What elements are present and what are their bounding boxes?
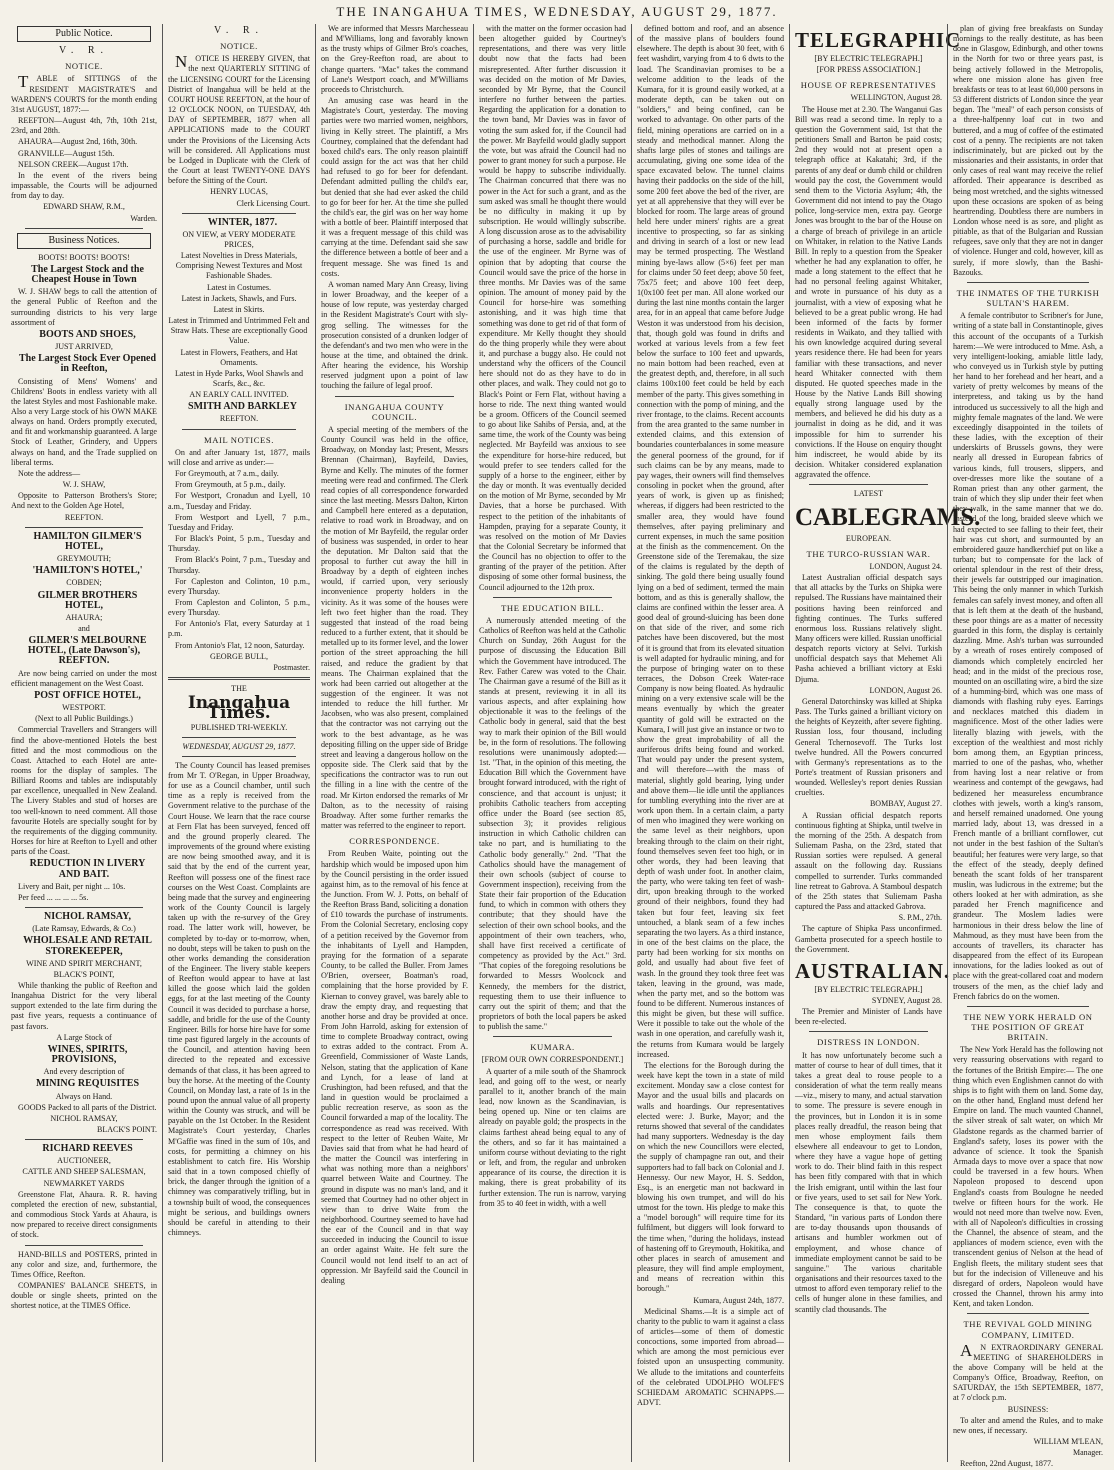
harem-header: THE INMATES OF THE TURKISH SULTAN'S HAREM. — [956, 287, 1100, 309]
divider — [25, 907, 143, 908]
correspondence-text: From Reuben Waite, pointing out the hardship which would be imposed upon him by the Council persisting in the order issued against him, as to the removal of his fence at the Junction. From W. J. Potts, on behalf of the Reefton Brass Band, soliciting a donation of £10 towards the purchase of instruments. From the Colonial Secretary, enclosing copy of a petition received by the Governor from the inhabitants of Lyell and Hampden, praying for the formation of a separate County, to be called the Buller. From James O'Brien, overseer, Boatman's road, complaining that the horse provided by F. Kiernan to convey gravel, was barely able to draw the empty dray, and requesting that another horse and dray be provided at once. From John Harrold, asking for extension of time to complete Broadway contract, owing to extras added to the contract. From A. Greenfield, Commissioner of Waste Lands, Nelson, stating that the application of Kane and Lynch, for a lease of land at Crushington, had been refused, and that the land in question would be proclaimed a public recreation reserve, as soon as the Council forwarded a map of the locality. The correspondence as read was received. With respect to the letter of Reuben Waite, Mr Davies said that from what he had heard of the matter the Council was interfering in what was nothing more than a neighbors' quarrel between Waite and Courtney. The ground in dispute was no man's land, and it seemed that Courtney had no other object in view than to drive Waite from the neighborhood. Courtney seemed to have had the ear of the Council and in that way succeeded in inducing the Council to issue an order against Waite. He felt sure the Council would not lend itself to an act of oppression. Mr Bayfeild said the Council in dealing — [321, 849, 468, 1285]
kumara-continued: defined bottom and roof, and an absence of the massive plans of boulders found elsewhere. The depth is about 30 feet, with 6 feet washdirt, varying from 4 to 6 dwts to the load. The Scandinavian promises to be a welcome addition to the leads of the Kumara, for it is ground easily worked, at a moderate depth, can be taken out on "soldiers," and being confined, can be worked to advantage. On other parts of the field, mining operations are carried on in a steady and methodical manner. Along the shafts large piles of stones and tailings are accumulating, giving one some idea of the space excavated below. The tunnel claims having their paddocks on the side of the hill, some 200 feet above the bed of the river, are yet at all apprehensive that they will ever be blocked for room. The large areas of ground held here under miners' rights are a great incentive to prospecting, so far as sinking and driving in search of a lost or new lead may be termed prospecting. The Westland mining bye-laws allow (5×6) feet per man for claims under 50 feet deep; above 50 feet, 75x75 feet; and above 100 feet deep, 1(0x100 feet per man. All alone worked our during the last nine months contain the larger area, for in an appeal that came before Judge Weston it was understood from his decision, that, though gold was found in drifts and worked at various levels from a few feet below the surface to 100 feet and upwards, no main bottom had been reached, even at the greatest depth, and, therefore, in all such claims 100x100 feet could be held by each member of the party. This gives something in connection with the pomp of mining, and the river frontage, to the claims. Recent accounts from the area granted to the same number in extended claims, and this extension of boundaries counterbalances in some measure the general poorness of the ground, for if such claims can be by any means, made to pay wages, their owners will find themselves consoling in pocket when the ground, after years of work, is given up as finished; whereas, if diggers had been restricted to the smaller area, they would have found themselves, after paying preliminary and current expenses, in much the same position at the finish as the commencement. On the Greenstone side of the Teremakau, the size of the claims is regulated by the depth of sinking. The gold there being usually found lying on a bed of sediment, termed the main bottom, and as this is generally shallow, the claims are confined within the lesser area. A good deal of ground-sluicing has been done on that side of the river, and some rich patches have been discovered, but the most of it is ground that from its elevated situation is well adapted for hydraulic mining, and for the purpose of bringing water on to these terraces, the Dobson Creek Water-race Company is now being floated. As hydraulic mining on a very extensive scale will be the means eventually by which the greater quantity of gold will be extracted on the Kumara, I will just give an instance or two to show the great improbability of all the auriferous drifts being found and worked. That would pay under the present system, and will therefore—with the mass of material, slightly gold bearing, lying under and above them—lie idle until the appliances for tumbling everything into the river are at work upon them. In a certain claim, a party of men who imagined they were working on the same level as their neighbors, upon breaking through to the claim on their right, found themselves seven feet too high, or in other words, they had been leaving that depth of wash under foot. In another claim, the party, who were taking ten feet of wash-dirt, upon breaking through to the worked ground of their neighbors, found they had taken but four feet, leaving six feet untouched, a blank seam of a few inches separating the two layers. As a third instance, in one of the best claims on the place, the party had been working for six months on gold, and usually had about five feet of wash. In the ground they took three feet was taken, leaving in the ground, was made, when the party met, and so the bottom was found to be different. Numerous instances of this might be given, but these will suffice. Were it possible to take out the whole of the wash in one operation, and carefully wash it, the returns from Kumara would be largely increased. — [637, 24, 784, 1059]
by-electric-telegraph: [BY ELECTRIC TELEGRAPH.] — [814, 54, 923, 63]
rivers-text: In the event of the rivers being impassable, the Courts will be adjourned from day to day. — [11, 170, 157, 201]
by-electric-telegraph-2: [BY ELECTRIC TELEGRAPH.] — [814, 984, 923, 994]
leader-text: The County Council has leased premises from Mr T. O'Regan, in Upper Broadway, for use as a Council chamber, until such time as a reply is received from the Government relative to the purchase of the Court House. We learn that the race course at Fern Flat has been surveyed, fenced off and the ground properly cleared. The improvements of the ground where existing are now being smoothed away, and it is said that by the end of the current year, Reefton will possess one of the finest race courses on the West Coast. Complaints are being made that the survey and engineering work of the County Council is largely taken up with the re-survey of the Grey road. The latter work will, however, be completed by to-day or to-morrow, when, no doubt, steps will be taken to push on the other works demanding the consideration of the Engineer. The livery stable keepers of Reefton would appear to have at last killed the goose which laid the golden eggs, for at the last meeting of the County Council it was decided to purchase a horse, saddle, and bridle for the use of the County Engineer. Bills for horse hire have for some time past figured largely in the accounts of the Council, and attention having been directed to the repeated and excessive demands of that class, it has been agreed to buy the horse. At the meeting of the County Council, on Monday last, a rate of 1s in the pound upon the annual value of all property within the County was struck, and will be payable on the 1st October. In the Resident Magistrate's Court yesterday, Charles M'Gaffie was fined in the sum of 10s, and costs, for permitting a chimney on his establishment to catch fire. His Worship said that in a town composed chiefly of brick, the danger through the ignition of a chimney was comparatively trifling, but in a township built of wood, the consequences might be serious, and buildings owners should be careful in attending to their chimneys. — [168, 760, 310, 1238]
novelties: Latest Novelties in Dress Materials, Comprising Newest Textures and Most Fashionable Shades. — [175, 251, 303, 281]
just-arrived: JUST ARRIVED, — [55, 342, 113, 352]
licensing-notice: NOTICE IS HEREBY GIVEN, that the next QUARTERLY SITTING of the LICENSING COURT for the Licensing District of Inangahua will be held at the COURT HOUSE REEFTON, at the hour of 12 O'CLOCK NOON, on TUESDAY, 4th DAY of SEPTEMBER, 1877 when all APPLICATIONS made to the COURT under the Provisions of the Licensing Acts will be considered. All Applications must be Lodged in Duplicate with the Clerk of the Court at least TWENTY-ONE DAYS before the Sitting of the Court. — [168, 52, 310, 186]
henry-lucas: HENRY LUCAS, — [210, 187, 268, 197]
on-view: ON VIEW, at VERY MODERATE PRICES, — [182, 229, 296, 249]
masthead: THE INANGAHUA TIMES, WEDNESDAY, AUGUST 29, 1877. — [336, 4, 778, 19]
hamiltons-hotel: 'HAMILTON'S HOTEL,' — [32, 565, 143, 577]
auctioneer: AUCTIONEER, — [57, 1156, 111, 1166]
management-text: Are now being carried on under the most efficient management on the West Coast. — [11, 668, 157, 688]
elections-text: The elections for the Borough during the week have kept the town in a state of mild excitement. Monday saw a close contest for Mayor and the usual bills and placards on walls and hoardings. Our representatives elected were: J. Burke, Mayor; and the returns showed that several of the candidates had many supporters. Wednesday is the day on which the new Councillors were elected, the supply of champagne ran out, and their supporters had to fall back on Colonial and J. Hennessy. Our new Mayor, H. S. Seddon, Esq., is an energetic man not backward in blowing his own trumpet, and will do his utmost for the town. His pledge to make this a "model borough" will require time for its fulfilment, but diggers will look forward to the time when, "during the holidays, instead of hastening off to Greymouth, Hokitika, and other places in search of amusement and pleasure, they will find ample employment, and means of recreation within this borough." — [637, 1060, 784, 1294]
notice-title: NOTICE. — [65, 61, 103, 72]
wine-spirit: WINE AND SPIRIT MERCHANT, — [26, 958, 142, 968]
costumes: Latest in Costumes. — [206, 282, 272, 292]
mail-intro: On and after January 1st, 1877, mails will close and arrive as under:— — [168, 447, 310, 467]
divider — [25, 1139, 143, 1140]
war-text: Latest Australian official despatch says that all attacks by the Turks on Shipka were repulsed. The Russians have maintained their positions having been reinforced and fighting continues. The Turks suffered enormous loss. Russians relatively slight. Many officers were killed. Russian unofficial despatch reports victory at Selvi. Turkish unofficial despatch says that Mehemet Ali Pasha achieved a brilliant victory at Eski Djuma. — [795, 573, 942, 684]
mail-notices-header: MAIL NOTICES. — [203, 434, 275, 445]
george-bull: GEORGE BULL, — [210, 651, 268, 661]
column-3 — [315, 24, 473, 1462]
tri-weekly: PUBLISHED TRI-WEEKLY. — [190, 722, 288, 732]
mail-line: For Greymouth, at 7 a.m., daily. — [175, 469, 279, 479]
richard-reeves: RICHARD REEVES — [42, 1143, 133, 1155]
divider — [168, 677, 310, 680]
column-7 — [947, 24, 1108, 1469]
column-6 — [789, 24, 981, 1462]
herald-text: The New York Herald has the following not very reassuring observations with regard to the fortunes of the British Empire:— The one thing which even Englishmen cannot do with ships is to fight with them on land. Some day, on the other hand, England must defend her Empire on land. The much vaunted Channel, the silver streak of salt water, on which Mr Gladstone regards as the charmed barrier of England's safety, loses its power with the advance of science. It took the Spanish Armada days to move over a space that now could be traversed in a few hours. When Napoleon proposed to descend upon England's coasts from Boulogne he needed twelve or fifteen hours for the work. He would not need more than twelve now. Even, with all of Napoleon's difficulties in crossing the Channel, the absence of steam, and the appliances of modern science, even with the transcendent genius of Nelson at the head of English fleets, the military student sees that but for the indecision of Villeneuve and his disregard of orders, Napoleon would have crossed the Channel, thrown his army into Kent, and taken London. — [953, 1045, 1103, 1309]
education-text: A numerously attended meeting of the Catholics of Reefton was held at the Catholic Church on Sunday, 26th August for the purpose of discussing the Education Bill which the Government have introduced. The Rev. Father Carew was voted to the Chair. The Chairman gave a resumé of the Bill as it stands at present, reviewing it in all its various aspects, and after explaining how objectionable it was to the feelings of the Catholic body in general, said that the best way to mark their opinion of the Bill would be, in the form of resolutions. The following resolutions were unanimously adopted:— 1st. "That, in the opinion of this meeting, the Education Bill which the Government have brought forward introduced, with the right of conscience, and that account is unjust; it prohibits Catholic teachers from accepting office under the Board (see section 85, subsection 3); it provides religious instruction in which Catholic children can take no part, and is humiliating to the Catholic body generally." 2nd. "That the Catholics should have the management of their own schools (subject of course to Government inspection), receiving from the State their fair proportion of the Education fund, to which in common with others they contribute; that they should have the selection of their own school books, and the appointment of their own teachers, who, shall have first received a certificate of competency as provided by the Act." 3rd. "That copies of the foregoing resolutions be forwarded to Messrs Woolcock and Kennedy, the members for the district, requesting them to use their influence to carry out the spirit of them; and that the proprietors of both the local papers be asked to publish the same." — [479, 615, 626, 1032]
goods-text: GOODS Packed to all parts of the District. — [18, 1102, 157, 1112]
harem-text: A female contributor to Scribner's for June, writing of a state ball in Constantinople, gives this account of the occupants of a Turkish harem:—We were introduced to Mme. Ash, a very intelligent-looking, amiable little lady, who conveyed us in Turkish style by putting her hand to her forehead and her heart, and a variety of pretty welcomes by means of the interpretess, and taking us by the hand introduced us successively to all the high and mighty female magnates of the land. We were exceedingly disappointed in the toilets of these ladies, with the exception of their underskirts of Brussels gowns, they were nearly all dressed in European fabrics of various kinds, full trousers, slippers, and over-dresses more like the soutane of a Roman priest than any other garment, the train of which they slip under their feet when they walk, in the same manner that we do. Instead of the long, braided sleeve which we had expected to see falling to their feet, their hair was cut short, and surmounted by an embroidered gauze handkerchief put on like a turban; but to compensate for the lack of oriental splendour in the rest of their dress, their jewels far outstripped our imagination. This being the only manner in which Turkish females can safely invest money, and often all that is left them at the death of the husband, these poor things are as a matter of necessity guarded in this form, the display is certainly dazzling. Mme. Ash's turban was surrounded by a wreath of roses entirely composed of diamonds which completely encircled her head; and in the midst of the precious rose, mounted on an oscillating wire, a bird the size of a humming-bird, which was one mass of diamonds with flashing ruby eyes. Earrings and necklaces matched this diadem in magnificence. Most of the other ladies were literally blazing with jewels, with the exception of the wealthiest and most richly born among them, an Egyptian princess, married to one of the pashas, who, whether from having lost a near relative or from weariness and contempt of the gewgaws, had bedizened her measureless encumbrance clothes with jewels, worth a king's ransom, and herself remained unadorned. One young married lady, about 13, was dressed in a French mantle of a brilliant cornflower, cut not under in the best fashion of the Sultan's beautiful; her features were very large, so that the effect of the steady, deeply defined beneath the scant folds of her transparent muslin, was ludicrous in the extreme; but the others looked at her with admiration, as she paraded her French magnificence and grandeur. The Moslem ladies were harmonious in their dress below the line of Mahmoud, as they must have been from the accounts of travellers, its character has disappeared from the effect of its European innovations, for the ladies looked as out of place with the great-collared coat and modern trousers of the men, as the chief lady and French fabrics do on the women. — [953, 311, 1103, 1001]
feed-rate: Per feed ... ... ... ... 5s. — [18, 892, 89, 902]
mail-line: From Capleston and Colinton, 5 p.m., every Thursday. — [168, 597, 310, 618]
divider — [182, 213, 296, 214]
and-label: and — [78, 623, 90, 633]
war-text-3: A Russian official despatch reports continuous fighting at Shipka, until twelve in the morning of the 25th. A despatch from Suliemam Pasha, on the 23rd, stated that Russian sorties were repulsed. A general assault on the following day. Russians compelled to surrender. Turks commanded line retreat to Gabrova. A Stamboul despatch of the 25th states that Suliemam Pasha captured the Pass and attacked Gabrova. — [795, 810, 942, 912]
every-description: And every description of — [43, 1067, 125, 1077]
divider — [182, 756, 296, 757]
sittings-text: TABLE of SITTINGS of the RESIDENT MAGISTRATE'S and WARDEN'S COURTS for the month ending 31st AUGUST, 1877:— — [11, 72, 157, 114]
creasy-text: A woman named Mary Ann Creasy, living in lower Broadway, and the keeper of a house of low repute, was yesterday charged in the Resident Magistrate's Court with sly-grog selling. The witnesses for the prosecution consisted of a drunken lodger of the defendant's and two men who were in the house at the time, and obtained the drink. After hearing the evidence, his Worship reserved judgment upon a point of law touching the failure of legal proof. — [321, 279, 468, 391]
distress-continued: plan of giving free breakfasts on Sunday mornings to the really destitute, as has been done in Glasgow, Edinburgh, and other towns in the North for two or three years past, is being actively followed in the Metropolis, where one mission alone has given free breakfasts or teas to at least 60,000 persons in 53 different districts of London since the year began. The "meal" of each person consists of a three-halfpenny loaf cut in two and buttered, and a mug of coffee of the estimated cost of a penny. The recipients are not taken indiscriminately, but are picked out by the missionaries and their assistants, in order that only cases of real want may receive the relief afforded. Their appearance is described as being most wretched, and the sights witnessed upon these occasions are spoken of as being heartrending. Doubtless there are numbers in London whose need is as sore, and plight as pitiable, as that of the Bulgarian and Russian refugees, save only that they are not in danger of violence. Hunger and cold, however, kill as surely, if more slowly, than the Bashi-Bazouks. — [953, 24, 1103, 277]
large-stock-label: A Large Stock of — [56, 1032, 112, 1042]
opposite-text: Opposite to Patterson Brothers's Store; And next to the Golden Age Hotel, — [11, 491, 157, 511]
war-text-4: The capture of Shipka Pass unconfirmed. Gambetta prosecuted for a speech hostile to the Government. — [795, 924, 942, 954]
blacks-sign: BLACK'S POINT. — [97, 1125, 157, 1134]
reefton-label: REEFTON. — [219, 414, 259, 424]
reefton-dateline: Reefton, 22nd August, 1877. — [960, 1459, 1054, 1469]
mail-line: From Greymouth, at 5 p.m., daily. — [175, 480, 286, 490]
mail-line: For Antonio's Flat, every Saturday at 1 p.m. — [168, 619, 310, 639]
mining-requisites: MINING REQUISITES — [35, 1078, 140, 1090]
sitting-granville: GRANVILLE—August 15th. — [18, 148, 115, 158]
mail-line: From Westport and Lyell, 7 p.m., Tuesday and Friday. — [168, 512, 310, 532]
early-call: AN EARLY CALL INVITED. — [189, 390, 289, 400]
business-notices-header: Business Notices. — [17, 233, 151, 249]
issue-date: WEDNESDAY, AUGUST 29, 1877. — [182, 741, 296, 751]
divider — [25, 1245, 143, 1246]
wellington-dateline: WELLINGTON, August 28. — [850, 93, 942, 103]
paper-title: Inangahua Times. — [187, 693, 291, 724]
business-label: BUSINESS: — [1007, 1404, 1049, 1414]
ahaura-label: AHAURA; — [65, 612, 103, 622]
alter-rules: To alter and amend the Rules, and to make new ones, if necessary. — [953, 1415, 1103, 1435]
war-text-2: General Datorchinsky was killed at Shipka Pass. The Turks gained a brilliant victory on the heights of Keyzeith, after severe fighting. Russian loss, four thousand, including General Tchernosevoff. The Turks lost twelve hundred. All the Powers concurred with Germany's representations as to the Porte's treatment of Russian prisoners and wounded. Wellesley's report denies Russian cruelties. — [795, 696, 942, 798]
divider — [967, 1006, 1089, 1007]
revival-header: THE REVIVAL GOLD MINING COMPANY, LIMITED. — [963, 1319, 1093, 1340]
companies-text: COMPANIES' BALANCE SHEETS, in double or single sheets, printed on the shortest notice, at the TIMES Office. — [11, 1281, 157, 1311]
public-notice-header: Public Notice. — [17, 26, 151, 42]
war-header: THE TURCO-RUSSIAN WAR. — [806, 548, 931, 559]
smith-barkley: SMITH AND BARKLEY — [188, 401, 297, 413]
warden-title: Warden. — [130, 213, 157, 223]
london-dateline: LONDON, August 24. — [869, 561, 942, 571]
meeting-text: AN EXTRAORDINARY GENERAL MEETING of SHAREHOLDERS in the above Company will be held at the Company's Office, Broadway, Reefton, on SATURDAY, the 15th SEPTEMBER, 1877, at 7 o'clock p.m. — [953, 1340, 1103, 1403]
house-header: HOUSE OF REPRESENTATIVES — [800, 80, 937, 91]
skirts: Latest in Skirts. — [213, 304, 265, 314]
vr-crest: V. R. — [213, 25, 265, 36]
handbills-text: HAND-BILLS and POSTERS, printed in any color and size, and, furthermore, the Times Office, Reefton. — [11, 1249, 157, 1279]
press-association: [FOR PRESS ASSOCIATION.] — [816, 65, 921, 75]
nichol-sign: NICHOL RAMSAY, — [50, 1113, 118, 1123]
sept-dateline: S. P.M., 27th. — [898, 913, 942, 923]
column-5 — [631, 24, 789, 1462]
always-on-hand: Always on Hand. — [55, 1091, 113, 1101]
gilmer-brothers-hotel: GILMER BROTHERS HOTEL, — [37, 589, 138, 611]
column-2 — [162, 24, 315, 1462]
london-dateline-2: LONDON, August 26. — [869, 685, 942, 695]
cablegrams-header: CABLEGRAMS. — [795, 503, 981, 531]
mail-line: For Westport, Cronadun and Lyell, 10 a.m., Tuesday and Friday. — [168, 491, 310, 511]
correspondence-header: CORRESPONDENCE. — [349, 836, 440, 847]
wholesale-header: WHOLESALE AND RETAIL STOREKEEPER, — [23, 935, 152, 957]
council-continued: with the matter on the former occasion had been altogether guided by Courtney's representations, and there was very little doubt now that the facts had been misrepresented. After further discussion it was decided on the motion of Mr Davies, seconded by Mr Byrne, that the Council interfere no further between the parties. Regarding the application for a donation to the town band, Mr Davies was in favor of voting the sum asked for, if the Council had the power. Mr Bayfeild would gladly support the vote, but was afraid the Council had no power to grant money for such a purpose. He would be happy to subscribe individually. The Chairman concurred that there was no power in the Act for such a grant, and as the sum asked was small he thought there would be no difficulty in making it up by subscription. He would willingly subscribe. A long discussion arose as to the advisability of purchasing a horse, saddle and bridle for the use of the engineer. Mr Byrne was of opinion that by adopting that course the Council would save the price of the horse in three months. Mr Davies was of the same opinion. The amount of money paid by the Council for horse-hire was something astonishing, and it was high time that something was done to get rid of that form of expenditure. Mr Kelly thought they should do the thing properly while they were about it, and purchase a buggy also. He could not understand why the officers of the Council here should not do as they have to do in other places, and walk. They could not go to Black's Point or Fern Flat, without having a horse to ride. The next thing wanted would be a groom. Officers of the Council seemed to go about like Sahibs of Persia, and, at the same time, the work of the County was being neglected. Mr Bayfeild was anxious to see the expenditure for horse-hire reduced, but would prefer to see tenders called for the supply of a horse to the engineer, either by the day or month. It was eventually decided on the motion of Mr Byrne, seconded by Mr Davies, that a horse be purchased. With respect to the petition of the inhabitants of Hampden, praying for a separate County, it was resolved on the motion of Mr Davies that the Colonial Secretary be informed that the Council has no objection to offer to the granting of the prayer of the petition. After disposing of some other formal business, the Council adjourned to the 12th prox. — [479, 24, 626, 592]
manager-title: Manager. — [1073, 1448, 1103, 1458]
nichol-late: (Late Ramsay, Edwards, & Co.) — [32, 924, 136, 934]
herald-header: THE NEW YORK HERALD ON THE POSITION OF GREAT BRITAIN. — [963, 1011, 1093, 1043]
hyde-parks: Latest in Hyde Parks, Wool Shawls and Scarfs, &c., &c. — [174, 368, 303, 388]
divider — [182, 737, 296, 738]
largest-stock-header: The Largest Stock and the Cheapest House in Town — [31, 263, 144, 286]
shaw-name: W. J. SHAW, — [62, 480, 106, 490]
wines-spirits: WINES, SPIRITS, PROVISIONS, — [47, 1043, 128, 1066]
marchesseau-text: We are informed that Messrs Marchesseau and M'Williams, long and favorably known as the trusty whips of Gilmer Bro's coaches, on the Grey-Reefton road, are about to change quarters. "Mac" takes the command of Lane's Westport coach, and M'Williams proceeds to Christchurch. — [321, 24, 468, 94]
kumara-from: [FROM OUR OWN CORRESPONDENT.] — [481, 1055, 624, 1065]
european-label: EUROPEAN. — [845, 533, 892, 543]
livery-rate: Livery and Bait, per night ... 10s. — [18, 881, 126, 891]
mail-line: For Black's Point, 5 p.m., Tuesday and Thursday. — [168, 534, 310, 554]
boots-header: BOOTS! BOOTS! BOOTS! — [38, 252, 130, 262]
reefton-label: REEFTON. — [64, 512, 104, 522]
newmarket-yards: NEWMARKET YARDS — [43, 1178, 125, 1188]
divider — [182, 429, 296, 430]
nichol-ramsay: NICHOL RAMSAY, — [43, 911, 132, 923]
flowers: Latest in Flowers, Feathers, and Hat Ornaments. — [180, 347, 298, 367]
column-4 — [473, 24, 631, 1462]
the-label: THE — [231, 684, 247, 694]
columns — [6, 24, 1108, 1469]
kumara-header: KUMARA. — [530, 1042, 575, 1053]
latest-label: LATEST — [853, 489, 884, 499]
boots-shoes: BOOTS AND SHOES, — [39, 328, 136, 340]
notice-title: NOTICE. — [220, 41, 258, 52]
medicinal-shams: Medicinal Shams.—It is a simple act of charity to the public to warn it against a class of articles—some of them of domestic concoctions, some imported from abroad—which are among the most pernicious ever foisted upon an unsuspecting community. We allude to the imitations and counterfeits of the celebrated UDOLPHO WOLFE'S SCHIEDAM AROMATIC SCHNAPPS.—ADVT. — [637, 1306, 784, 1408]
divider — [25, 527, 143, 528]
australian-header: AUSTRALIAN. — [795, 958, 951, 983]
clerk-title: Clerk Licensing Court. — [236, 198, 310, 208]
column-1 — [6, 24, 162, 1462]
distress-text: It has now unfortunately become such a matter of course to hear of dull times, that it takes a great deal to rouse people to a consideration of what the term really means—viz., misery to many, and actual starvation to some. The pressure is severe enough in the provinces, but in London it is in some places really dreadful, the reason being that men whose employment fails them elsewhere all endeavour to get to London, where they have a vague hope of getting work to do. Their blind faith in this respect has been fitly compared with that in which the Irish emigrant, until within the last four or five years, used to set sail for New York. The consequence is that, to quote the Standard, "in various parts of London there are to-day thousands upon thousands of artisans and humbler workmen out of employment, and whose chance of immediate employment cannot be said to be sanguine." The various charitable organisations and their resources taxed to the utmost to afford even temporary relief to the cells of hunger alone in these families, and scantily clad thousands. The — [795, 1050, 942, 1314]
house-text: The House met at 2.30. The Wanganui Gas Bill was read a second time. In reply to a question the Government said, 1st that the petitioners Small and Barton be paid costs; 2nd they would not at present open a telegraph office at Kakatahi; 3rd, if the parents of any deaf or dumb child or children would pay the cost, the Government would send them to the Victoria Asylum; 4th, the Government did not intend to pay the Otago police, long-service men, extra pay. George Jones was brought to the bar of the House on a charge of breach of privilege in an article on Whitaker, in relation to the Native Lands Bill. In reply to a question from the Speaker whether he had any explanation to offer, he made a long statement to the effect that he had no personal feeling against Whitaker, and wrote in pursuance of his duty as a journalist, with a view of exposing what he believed to be a great public wrong. He had been informed of the facts by former residents in Waikato, and they tallied with his own knowledge acquired during several years residence there. He had been for years familiar with these transactions, and never heard Whitaker connected with them disputed. He quoted speeches made in the House by the Native Lands Bill showing equally strong language used by the members, and believed he did his duty as a journalist in doing as he did, and it was impossible for him to surrender his convictions. If the House on enquiry thought him indiscreet, he would abide by its decision. Whitaker considered explanation aggravated the offence. — [795, 104, 942, 480]
sydney-text: The Premier and Minister of Lands have been re-elected. — [795, 1007, 942, 1027]
signed-shaw: EDWARD SHAW, R.M., — [43, 202, 125, 212]
sitting-nelson-creek: NELSON CREEK—August 17th. — [18, 159, 129, 169]
kumara-text: A quarter of a mile south of the Shamrock lead, and going off to the west, or nearly parallel to it, another branch of the main lead, now known as the Scandinavian, is being opened up. Nine or ten claims are already on payable gold; the prospects in the claims farthest ahead being equal to any of the others, and so far it has maintained a uniform course without deviating to the right or left, and from, the regular and unbroken appearance of its course, the direction it is making, there is great probability of its further extension. The run is narrow, varying from 35 to 40 feet in width, with a well — [479, 1066, 626, 1208]
hats: Latest in Trimmed and Untrimmed Felt and Straw Hats. These are exceptionally Good Value. — [168, 316, 310, 346]
amusing-case-text: An amusing case was heard in the Magistrate's Court, yesterday. The moving parties were two married women, neighbors, living in Kelly street. The plaintiff, a Mrs Courtney, complained that the defendant had boxed child's ears. The only reason plaintiff could assign for the act was that her child had refused to go for beer for defendant. Defendant admitted pulling the child's ear, but denied that she had ever asked the child to go for beer for her. At the time she pulled the child's ear, the girl was on her way home with a bottle of beer. Plaintiff interposed that it was a frequent message of this child was carrying at the time. Defendant said she saw the difference between a bottle of beer and a frequent message. She was fined 1s and costs. — [321, 96, 468, 278]
william-mclean: WILLIAM M'LEAN, — [1033, 1437, 1103, 1447]
hamilton-hotel: HAMILTON GILMER'S HOTEL, — [33, 530, 142, 552]
travellers-text: Commercial Travellers and Strangers will find the above-mentioned Hotels the best fitted and the most commodious on the Coast. Attached to each Hotel are ante-rooms for the display of samples. The Billiard Rooms and tables are indisputably par excellence, unequalled in New Zealand. The Livery Stables and stud of horses are too well-known to need comment. All those favourite Hotels are specially sought for by the requirements of the digging community. Horses for hire at Reefton to Lyell and other parts of the Coast. — [11, 725, 157, 857]
reduction-header: REDUCTION IN LIVERY AND BAIT. — [29, 858, 146, 880]
sydney-dateline: SYDNEY, August 28. — [871, 995, 942, 1005]
jackets: Latest in Jackets, Shawls, and Furs. — [181, 293, 297, 303]
cobden-label: COBDEN; — [66, 578, 102, 588]
shaw-ad-text: W. J. SHAW begs to call the attention of the general Public of Reefton and the surrounding districts to his very large assortment of — [11, 287, 157, 327]
divider — [967, 282, 1089, 283]
divider — [967, 1313, 1089, 1314]
note-address: Note the address— — [18, 468, 81, 478]
kumara-date: Kumara, August 24th, 1877. — [693, 1295, 784, 1305]
cattle-salesman: CATTLE AND SHEEP SALESMAN, — [22, 1167, 146, 1177]
thanking-text: While thanking the public of Reefton and Inangahua District for the very liberal support extended to the late firm during the past five years, requests a continuance of past favors. — [11, 980, 157, 1031]
mail-line: For Capleston and Colinton, 10 p.m., every Thursday. — [168, 576, 310, 596]
bombay-dateline: BOMBAY, August 27. — [869, 799, 942, 809]
mail-line: From Black's Point, 7 p.m., Tuesday and Thursday. — [168, 555, 310, 575]
distress-header: DISTRESS IN LONDON. — [817, 1037, 920, 1048]
sitting-reefton: REEFTON—August 4th, 7th, 10th 21st, 23rd, and 28th. — [11, 116, 157, 136]
mail-line: From Antonio's Flat, 12 noon, Saturday. — [175, 640, 305, 650]
divider — [809, 1031, 928, 1032]
postmaster-title: Postmaster. — [273, 662, 310, 672]
westport-label: WESTPORT. — [62, 703, 106, 713]
melbourne-hotel: GILMER'S MELBOURNE HOTEL, (Late Dawson's), REEFTON. — [27, 635, 147, 667]
county-council-header: INANGAHUA COUNTY COUNCIL. — [344, 401, 445, 422]
divider — [493, 597, 612, 598]
greymouth-label: GREYMOUTH; — [57, 554, 111, 564]
largest-stock-ever: The Largest Stock Ever Opened in Reefton, — [18, 353, 157, 375]
telegraphic-header: TELEGRAPHIC — [795, 28, 962, 52]
council-text: A special meeting of the members of the County Council was held in the office, Broadway, on Monday last; Present, Messrs Brennan (Chairman), Bayfeild, Davies, Byrne and Kelly. The minutes of the former meeting were read and confirmed. The Clerk read copies of all correspondence forwarded since the last meeting. Messrs Dalton, Kirton and Campbell here entered as a deputation, relative to road work in Broadway, and on the motion of Mr Bayfeild, the regular order of business was suspended, in order to hear the deputation. Mr Dalton said that the proposal to further cut away the hill in Broadway by a depth of eighteen inches would, if carried upon, very seriously inconvenience property holders in the vicinity. As it was some of the houses were left two feet higher than the road. They suggested that instead of the road being reduced to a further extent, that it should be metalled up to its former level, and the lower portion of the street approaching the hill raised, and reduce the gradient by that means. The Chairman explained that the work had been carried out altogether at the suggestion of the engineer. It was not intended to reduce the hill further. Mr Jacobsen, who was also present, complained that the contractor was not carrying out the work to the best advantage, as he was depositing filling on the upper side of Bridge street and leaving a dangerous hollow on the opposite side. The Clerk said that by the specifications the contractor was to run out the filling in a line with the centre of the road. Mr Kirton endorsed the remarks of Mr Dalton, as to the necessity of raising Broadway. After some further remarks the matter was referred to the engineer to report. — [321, 424, 468, 831]
sitting-ahaura: AHAURA—August 2nd, 16th, 30th. — [18, 137, 138, 147]
divider — [809, 484, 928, 485]
divider — [335, 396, 454, 397]
next-to-label: (Next to all Public Buildings.) — [35, 714, 133, 724]
divider — [25, 228, 143, 229]
consisting-text: Consisting of Mens' Womens' and Childrens' Boots in endless variety with all the latest Styles and most Fashionable make. Also a very Large stock of his OWN MAKE always on hand. Orders promptly executed, and fit and workmanship guaranteed. A large Stock of Leather, Grindery, and Uppers always on hand, and the Trade supplied on liberal terms. — [11, 376, 157, 467]
blacks-point: BLACK'S POINT, — [53, 969, 115, 979]
winter-header: WINTER, 1877. — [207, 216, 278, 228]
education-bill-header: THE EDUCATION BILL. — [501, 602, 604, 613]
divider — [493, 1036, 612, 1037]
reeves-text: Greenstone Flat, Ahaura. R. R. having completed the erection of new, substantial, and commodious Stock Yards at Ahaura, is now prepared to receive direct consignments of stock. — [11, 1189, 157, 1240]
vr-crest: V. R. — [58, 45, 110, 57]
post-office-hotel: POST OFFICE HOTEL, — [34, 689, 141, 701]
